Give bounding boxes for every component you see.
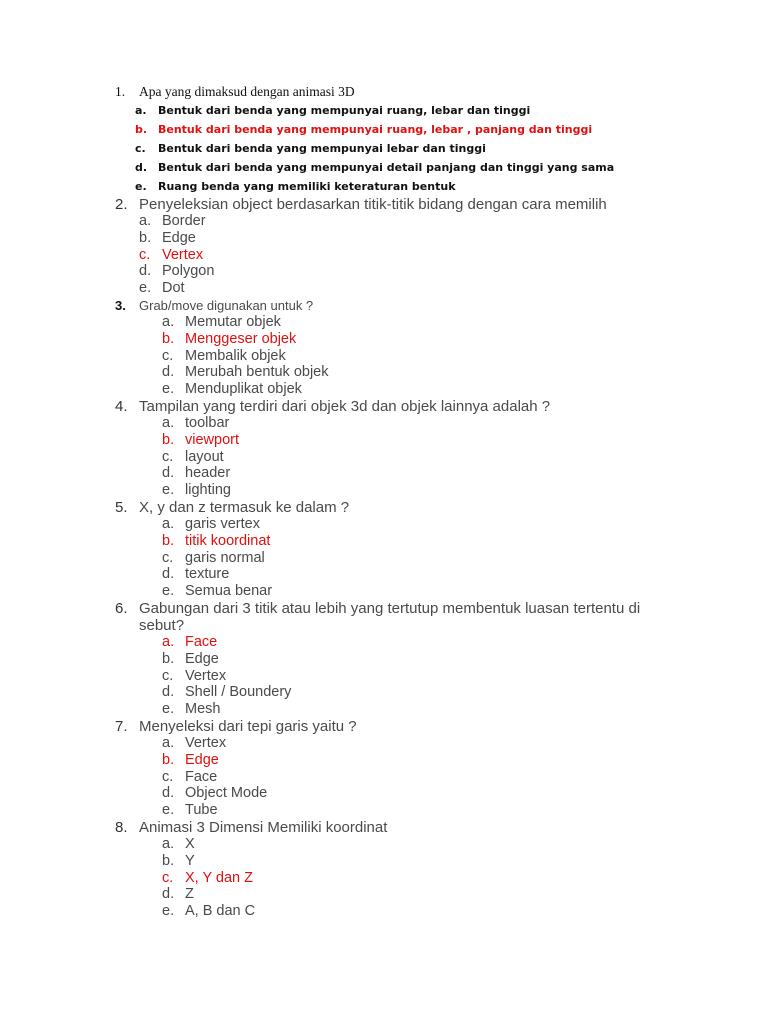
option-a	[0, 735, 768, 752]
option-d	[0, 785, 768, 802]
option-label: e.	[162, 381, 175, 398]
option-e	[0, 482, 768, 499]
option-c	[0, 668, 768, 685]
option-text: Y	[185, 852, 195, 869]
option-text: titik koordinat	[185, 532, 271, 549]
question-7	[0, 718, 768, 819]
option-label: b.	[162, 431, 175, 448]
option-text: Ruang benda yang memiliki keteraturan bentuk	[158, 180, 456, 193]
question-5	[0, 499, 768, 600]
option-label: d.	[162, 886, 175, 903]
question-1	[0, 82, 768, 196]
option-label: e.	[162, 802, 175, 819]
option-c	[0, 449, 768, 466]
question-2	[0, 196, 768, 297]
option-label: b.	[135, 123, 148, 136]
option-label: d.	[162, 566, 175, 583]
option-label: e.	[162, 583, 175, 600]
option-d	[0, 684, 768, 701]
question-text: Gabungan dari 3 titik atau lebih yang tertutup membentuk luasan tertentu di sebut?	[139, 599, 641, 634]
option-label: d.	[139, 263, 152, 280]
option-text: Bentuk dari benda yang mempunyai detail panjang dan tinggi yang sama	[158, 161, 615, 174]
question-number: 4.	[115, 397, 128, 415]
question-number: 7.	[115, 717, 128, 735]
option-text: layout	[185, 448, 224, 465]
option-label: a.	[162, 835, 175, 852]
question-5-line	[0, 499, 768, 516]
option-label: c.	[139, 246, 151, 263]
option-label: a.	[135, 104, 147, 117]
option-b	[0, 853, 768, 870]
option-label: a.	[162, 734, 175, 751]
option-b-correct	[0, 120, 768, 139]
option-a-correct	[0, 634, 768, 651]
question-number: 1.	[115, 84, 126, 99]
option-text: Membalik objek	[185, 347, 286, 364]
option-b	[0, 651, 768, 668]
option-label: d.	[162, 684, 175, 701]
option-b-correct	[0, 432, 768, 449]
option-label: e.	[162, 482, 175, 499]
question-number: 2.	[115, 196, 128, 213]
question-2-line	[0, 196, 768, 213]
question-7-line	[0, 718, 768, 735]
option-label: c.	[162, 768, 174, 785]
option-e	[0, 583, 768, 600]
option-d	[0, 465, 768, 482]
option-a	[0, 516, 768, 533]
option-text: Memutar objek	[185, 313, 281, 330]
option-label: e.	[139, 280, 152, 297]
option-d	[0, 886, 768, 903]
option-text: Tube	[185, 802, 218, 819]
option-c-correct	[0, 247, 768, 264]
question-text: Penyeleksian object berdasarkan titik-titik bidang dengan cara memilih	[139, 196, 607, 213]
option-label: c.	[162, 549, 174, 566]
option-label: a.	[162, 414, 175, 431]
question-3-line	[0, 297, 768, 314]
question-text: X, y dan z termasuk ke dalam ?	[139, 498, 350, 516]
option-label: b.	[162, 852, 175, 869]
option-a	[0, 415, 768, 432]
option-e	[0, 802, 768, 819]
option-text: Vertex	[162, 246, 204, 263]
question-text: Animasi 3 Dimensi Memiliki koordinat	[139, 818, 388, 836]
option-label: d.	[162, 785, 175, 802]
option-text: texture	[185, 566, 230, 583]
option-text: Bentuk dari benda yang mempunyai ruang, lebar , panjang dan tinggi	[158, 123, 593, 136]
option-text: garis vertex	[185, 515, 260, 532]
option-a	[0, 101, 768, 120]
option-e	[0, 903, 768, 920]
question-number: 8.	[115, 818, 128, 836]
question-text: Apa yang dimaksud dengan animasi 3D	[139, 84, 355, 99]
option-label: b.	[162, 330, 175, 347]
option-label: e.	[135, 180, 147, 193]
option-label: a.	[139, 213, 152, 229]
question-6-line	[0, 600, 768, 634]
question-text: Tampilan yang terdiri dari objek 3d dan objek lainnya adalah ?	[139, 397, 551, 415]
option-text: Vertex	[185, 667, 227, 684]
option-label: c.	[162, 667, 174, 684]
option-e	[0, 177, 768, 196]
option-text: header	[185, 465, 231, 482]
option-a	[0, 213, 768, 230]
option-text: Object Mode	[185, 785, 268, 802]
option-label: a.	[162, 515, 175, 532]
option-b-correct	[0, 533, 768, 550]
option-label: d.	[135, 161, 148, 174]
option-label: a.	[162, 633, 175, 650]
option-label: d.	[162, 465, 175, 482]
option-label: b.	[162, 650, 175, 667]
option-label: c.	[162, 347, 174, 364]
option-label: c.	[162, 869, 174, 886]
option-a	[0, 836, 768, 853]
option-text: Dot	[162, 280, 185, 297]
option-b	[0, 230, 768, 247]
question-number: 6.	[115, 599, 128, 617]
option-text: Edge	[162, 229, 196, 246]
option-text: Z	[185, 886, 194, 903]
option-label: e.	[162, 701, 175, 718]
option-text: Semua benar	[185, 583, 273, 600]
option-label: d.	[162, 364, 175, 381]
option-label: b.	[162, 532, 175, 549]
option-c-correct	[0, 870, 768, 887]
question-1-line	[0, 82, 768, 101]
option-c	[0, 550, 768, 567]
question-3	[0, 297, 768, 398]
option-d	[0, 566, 768, 583]
option-label: b.	[139, 229, 152, 246]
option-d	[0, 263, 768, 280]
option-label: c.	[135, 142, 146, 155]
option-c	[0, 348, 768, 365]
option-e	[0, 701, 768, 718]
option-label: c.	[162, 448, 174, 465]
option-text: Merubah bentuk objek	[185, 364, 329, 381]
question-4-line	[0, 398, 768, 415]
option-text: Polygon	[162, 263, 215, 280]
question-number: 3.	[115, 297, 126, 313]
question-8	[0, 819, 768, 920]
option-text: Face	[185, 768, 218, 785]
option-e	[0, 381, 768, 398]
option-label: e.	[162, 903, 175, 920]
option-label: a.	[162, 313, 175, 330]
option-text: Mesh	[185, 701, 221, 718]
option-text: Vertex	[185, 734, 227, 751]
option-d	[0, 364, 768, 381]
option-text: Shell / Boundery	[185, 684, 292, 701]
option-text: viewport	[185, 431, 239, 448]
option-text: toolbar	[185, 414, 230, 431]
question-text: Menyeleksi dari tepi garis yaitu ?	[139, 717, 357, 735]
option-text: X	[185, 835, 195, 852]
option-c	[0, 139, 768, 158]
option-b-correct	[0, 752, 768, 769]
option-text: Border	[162, 213, 206, 229]
option-text: Bentuk dari benda yang mempunyai lebar dan tinggi	[158, 142, 486, 155]
question-6	[0, 600, 768, 718]
question-number: 5.	[115, 498, 128, 516]
option-text: A, B dan C	[185, 903, 256, 920]
option-text: Bentuk dari benda yang mempunyai ruang, lebar dan tinggi	[158, 104, 531, 117]
option-e	[0, 280, 768, 297]
option-text: Menduplikat objek	[185, 381, 302, 398]
document-page	[0, 82, 768, 920]
question-4	[0, 398, 768, 499]
option-text: Edge	[185, 650, 219, 667]
option-text: Menggeser objek	[185, 330, 297, 347]
option-label: b.	[162, 751, 175, 768]
option-a	[0, 314, 768, 331]
option-text: Face	[185, 633, 218, 650]
question-text: Grab/move digunakan untuk ?	[139, 297, 314, 313]
option-c	[0, 769, 768, 786]
option-text: Edge	[185, 751, 219, 768]
option-b-correct	[0, 331, 768, 348]
option-d	[0, 158, 768, 177]
question-8-line	[0, 819, 768, 836]
option-text: lighting	[185, 482, 231, 499]
option-text: garis normal	[185, 549, 265, 566]
option-text: X, Y dan Z	[185, 869, 253, 886]
